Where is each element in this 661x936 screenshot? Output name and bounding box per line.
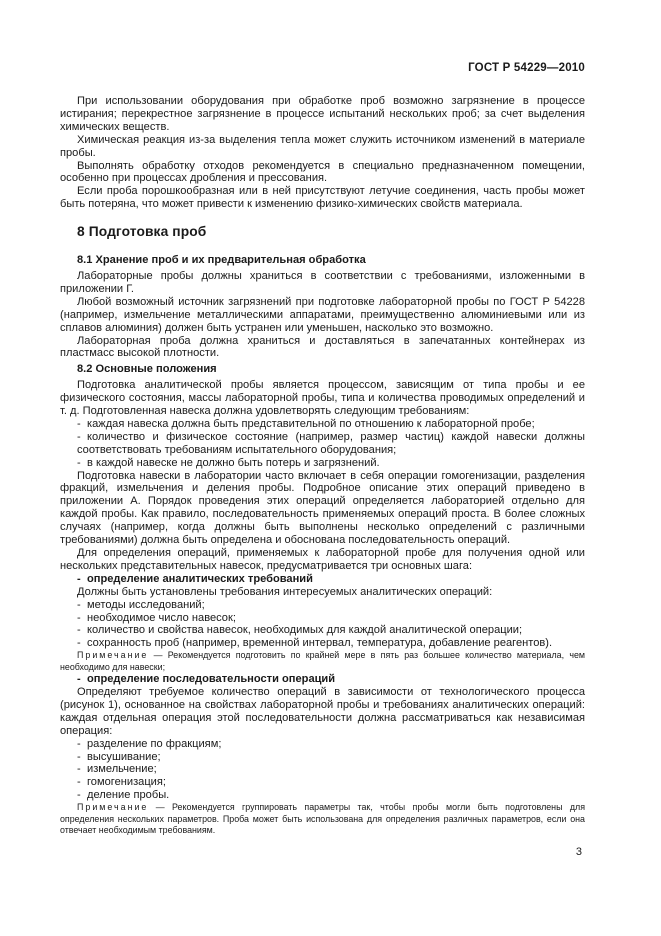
step-1-heading: - определение аналитических требований [77,572,313,585]
intro-paragraph: Выполнять обработку отходов рекомендуется в специально предназначенном помещении, особенно при процессах дробления и прессования. [60,159,585,185]
list-item: - высушивание; [77,750,161,763]
step-2-heading: - определение последовательности операций [77,673,336,686]
section-8-2-heading: 8.2 Основные положения [77,363,217,376]
page-body [60,95,585,836]
list-item: - методы исследований; [77,598,205,611]
intro-paragraph: При использовании оборудования при обработке проб возможно загрязнение в процессе истирания; перекрестное загрязнение в процессе испытаний нескольких проб; за счет выделения химических веществ. [60,95,585,133]
list-item: - в каждой навеске не должно быть потерь и загрязнений. [77,456,380,469]
paragraph: Лабораторные пробы должны храниться в соответствии с требованиями, изложенными в приложении Г. [60,269,585,295]
paragraph: Подготовка навески в лаборатории часто включает в себя операции гомогенизации, разделения фракций, измельчения и деления пробы. Подробное описание этих операций приведено в приложении А. Порядок проведения этих операций определяется лабораторией отдельно для каждой пробы. Как правило, последовательность применяемых операций проста. В более сложных случаях (например, когда должны быть выполнены несколько определений с различными требованиями) должна быть определена и обоснована последовательность операций. [60,469,585,547]
intro-paragraph: Если проба порошкообразная или в ней присутствуют летучие соединения, часть пробы может быть потеряна, что может привести к изменению физико-химических свойств материала. [60,185,585,211]
note-1: Примечание — Рекомендуется подготовить по крайней мере в пять раз большее количество материала, чем необходимо для навески; [60,650,585,672]
list-item: - количество и свойства навесок, необходимых для каждой аналитической операции; [77,624,523,637]
standard-header: ГОСТ Р 54229—2010 [468,62,585,74]
section-8-heading: 8 Подготовка проб [77,224,207,240]
intro-paragraph: Химическая реакция из-за выделения тепла может служить источником изменений в материале пробы. [60,133,585,159]
paragraph: Для определения операций, применяемых к лабораторной пробе для получения одной или нескольких представительных навесок, предусматривается три основных шага: [60,547,585,572]
paragraph: Должны быть установлены требования интересуемых аналитических операций: [77,585,493,598]
section-8-1-heading: 8.1 Хранение проб и их предварительная обработка [77,254,366,267]
list-item: - каждая навеска должна быть представительной по отношению к лабораторной пробе; [77,417,535,430]
list-item: - разделение по фракциям; [77,737,222,750]
list-item: - измельчение; [77,763,157,776]
list-item: - деление пробы. [77,789,170,802]
list-item: - гомогенизация; [77,776,166,789]
list-item: - необходимое число навесок; [77,611,236,624]
list-item: - сохранность проб (например, временной интервал, температура, добавление реагентов). [77,637,553,650]
paragraph: Подготовка аналитической пробы является процессом, зависящим от типа пробы и ее физического состояния, массы лабораторной пробы, типа и количества проводимых определений и т. д. Подготовленная навеска должна удовлетворять следующим требованиям: [60,379,585,418]
paragraph: Любой возможный источник загрязнений при подготовке лабораторной пробы по ГОСТ Р 54228 (например, измельчение металлическими аппаратами, преимущественно алюминиевыми или из сплавов алюминия) должен быть устранен или уменьшен, насколько это возможно. [60,295,585,334]
note-2: Примечание — Рекомендуется группировать параметры так, чтобы пробы могли быть подготовлены для определения нескольких параметров. Проба может быть использована для определения различных параметров, если она отвечает необходимым требованиям. [60,802,585,835]
page-number: 3 [575,846,582,858]
paragraph: Определяют требуемое количество операций в зависимости от технологического процесса (рисунок 1), основанное на свойствах лабораторной пробы и требованиях аналитических операций: каждая отдельная операция этой последовательности должна рассматриваться как независимая операция: [60,685,585,737]
paragraph: Лабораторная проба должна храниться и доставляться в запечатанных контейнерах из пластмасс высокой плотности. [60,334,585,360]
list-item: - количество и физическое состояние (например, размер частиц) каждой навески должны соответствовать требованиям испытательного оборудования; [77,430,585,456]
